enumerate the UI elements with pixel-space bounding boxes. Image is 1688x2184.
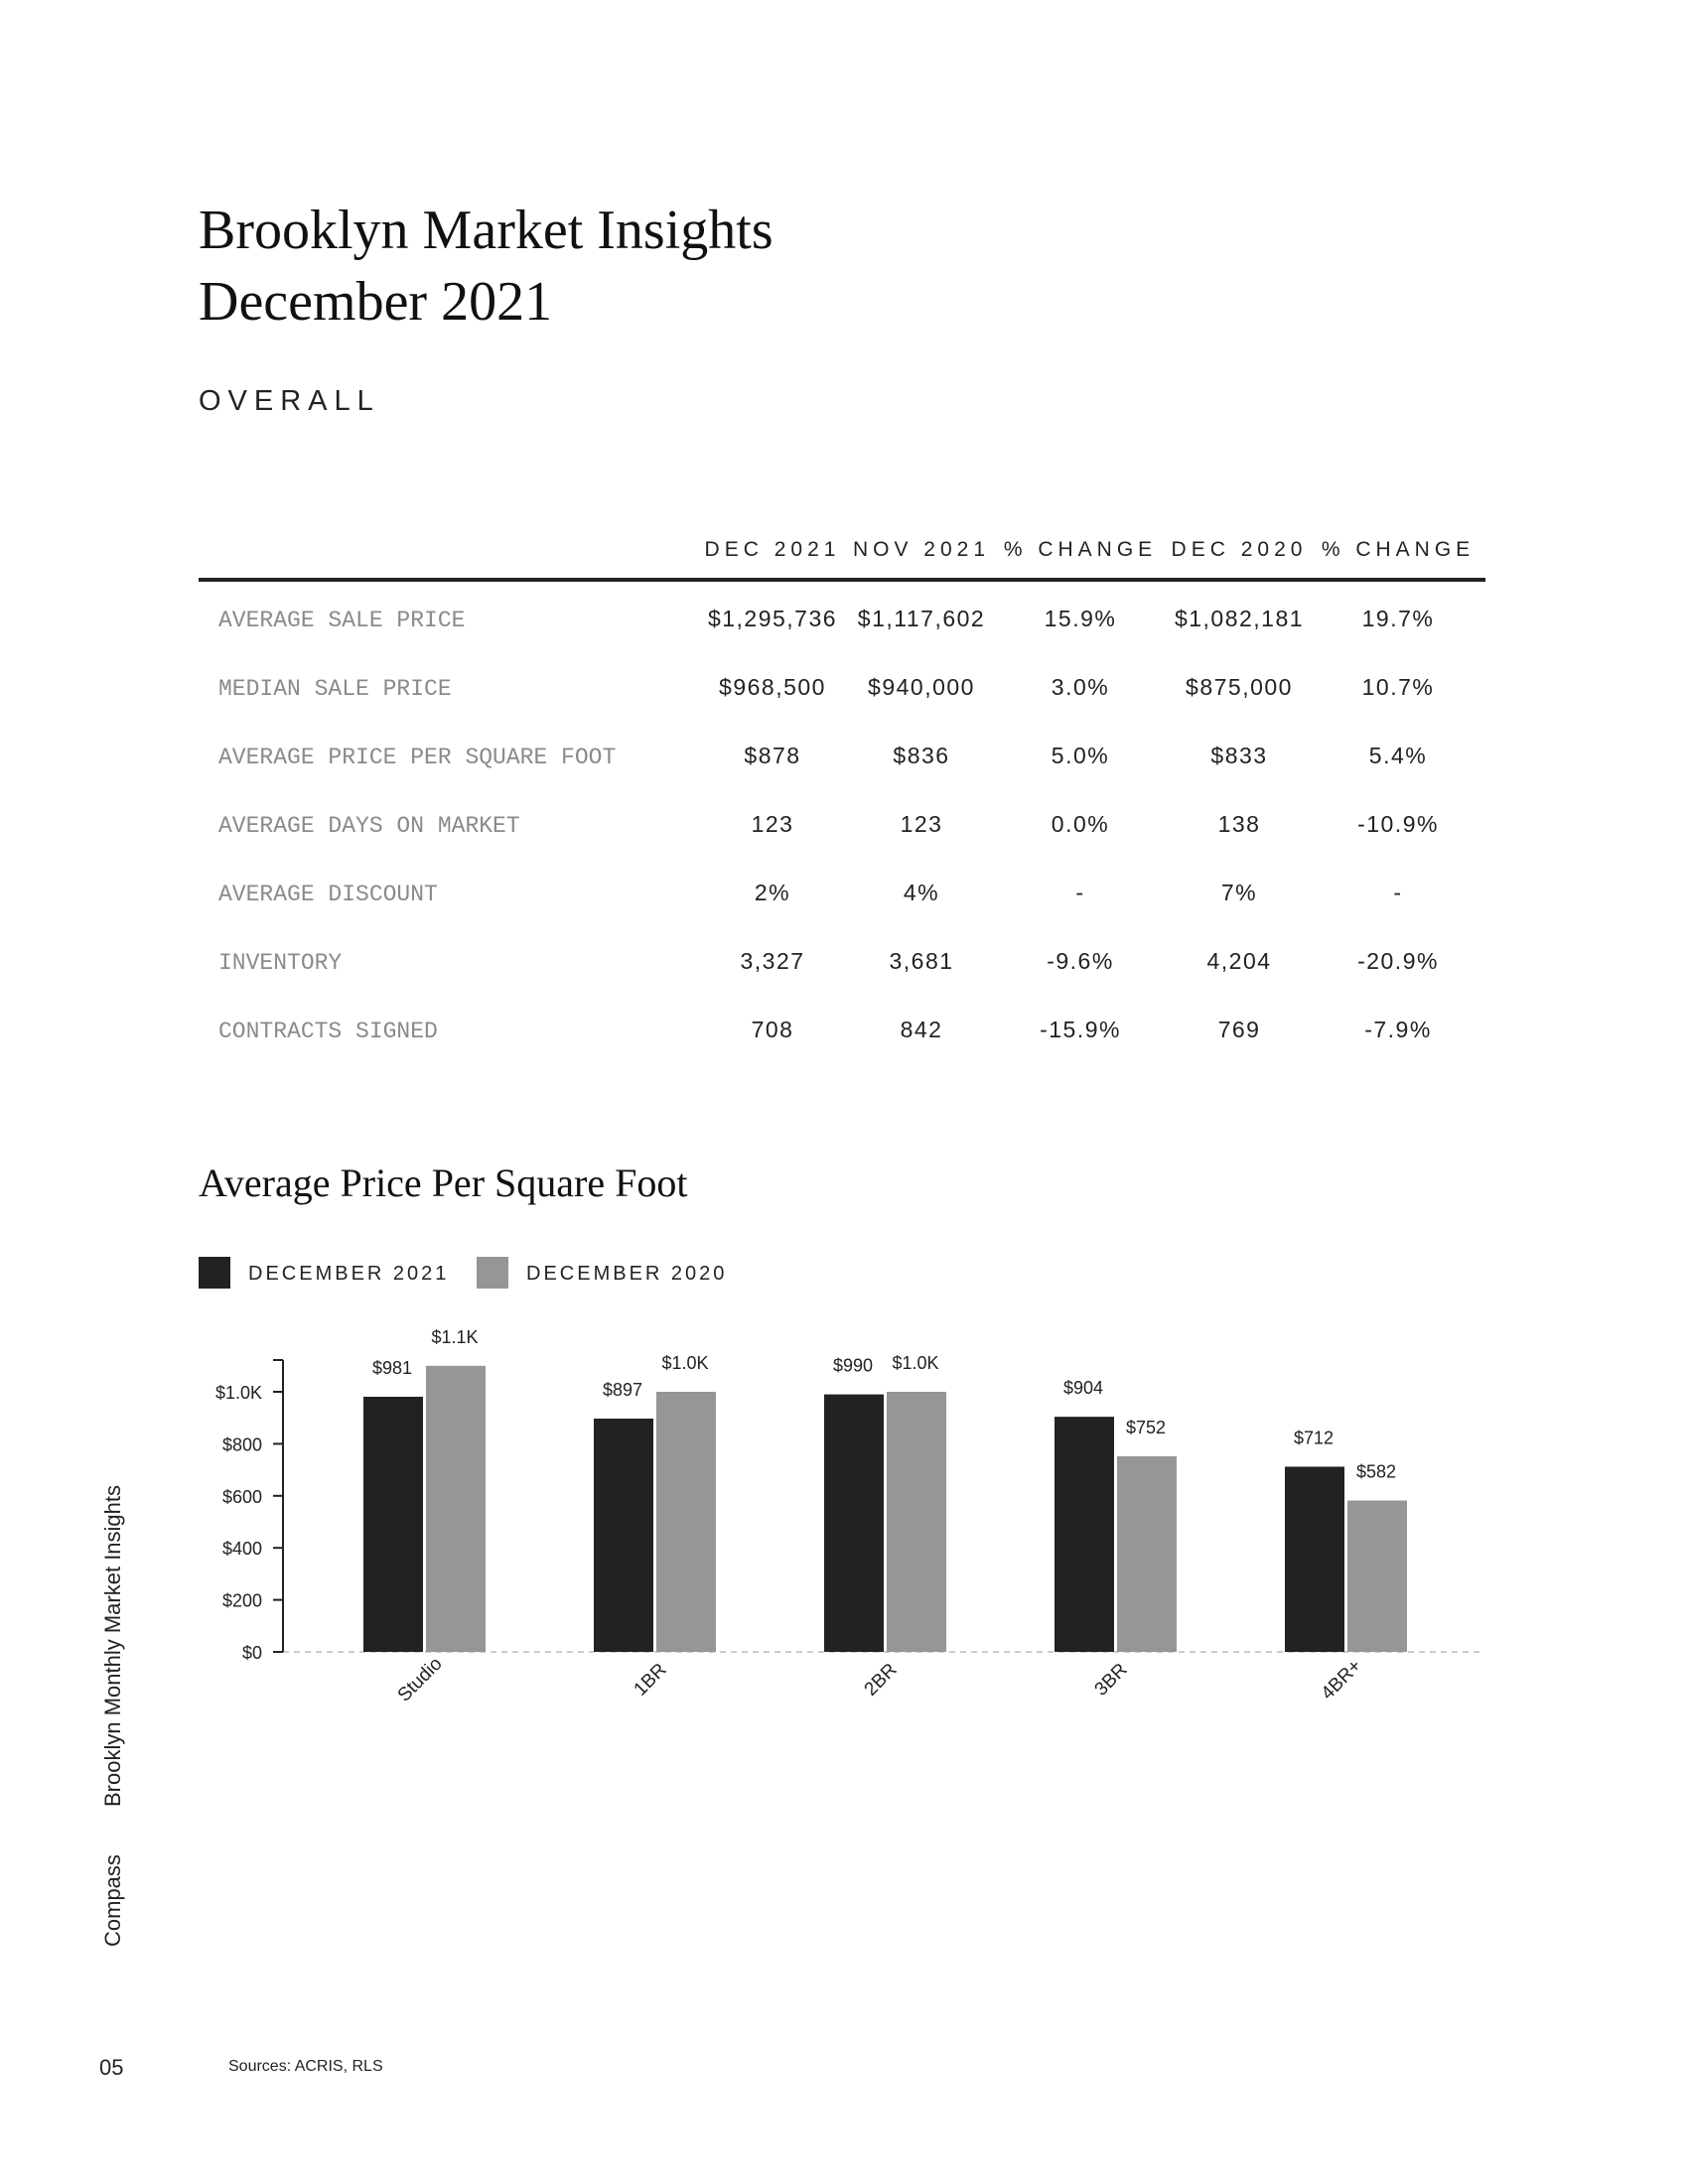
bar-4br-december-2021 [1285, 1466, 1344, 1652]
bar-2br-december-2020 [887, 1392, 946, 1652]
cell-dec-2021: 2% [754, 880, 791, 905]
cell-dec-2021: $968,500 [719, 674, 826, 700]
price-per-sqft-bar-chart [0, 1310, 1688, 1747]
table-row [199, 856, 1485, 924]
bar-1br-december-2021 [594, 1419, 653, 1652]
cell-change-month: - [1075, 880, 1085, 905]
data-label: $752 [1125, 1417, 1167, 1437]
y-tick-label: $1.0K [214, 1383, 262, 1403]
table-body [199, 582, 1485, 1061]
sidebar-report-name: Brooklyn Monthly Market Insights [100, 1484, 125, 1807]
cell-nov-2021: 842 [900, 1017, 943, 1042]
column-header-dec-2020: DEC 2020 [1171, 538, 1308, 561]
cell-change-year: 19.7% [1361, 606, 1435, 631]
y-tick-label: $200 [221, 1590, 262, 1611]
data-label: $897 [602, 1379, 643, 1400]
bar-3br-december-2021 [1055, 1417, 1114, 1652]
cell-nov-2021: 4% [903, 880, 940, 905]
cell-change-month: 3.0% [1051, 674, 1110, 700]
data-label: $1.0K [661, 1353, 709, 1373]
row-label: AVERAGE SALE PRICE [218, 608, 466, 633]
sidebar-company: Compass [100, 1854, 125, 1947]
cell-change-month: 5.0% [1051, 743, 1110, 768]
bar-studio-december-2020 [426, 1366, 486, 1652]
table-row [199, 787, 1485, 856]
cell-change-year: - [1393, 880, 1403, 905]
report-title-line2: December 2021 [199, 271, 553, 333]
column-header-dec-2021: DEC 2021 [704, 538, 841, 561]
y-tick-label: $800 [221, 1434, 262, 1455]
x-tick-label: 3BR [1090, 1659, 1132, 1701]
cell-dec-2020: $833 [1210, 743, 1268, 768]
chart-legend [199, 1257, 894, 1291]
bar-2br-december-2021 [824, 1395, 884, 1652]
table-row [199, 650, 1485, 719]
table-row [199, 993, 1485, 1061]
data-label: $1.1K [431, 1326, 479, 1347]
bar-4br-december-2020 [1347, 1501, 1407, 1652]
x-tick-label: 2BR [860, 1659, 902, 1701]
data-label: $712 [1293, 1428, 1335, 1448]
bar-studio-december-2021 [363, 1397, 423, 1652]
table-row [199, 582, 1485, 650]
sources-note: Sources: ACRIS, RLS [228, 2058, 383, 2075]
cell-dec-2021: 708 [751, 1017, 794, 1042]
y-tick-label: $0 [241, 1643, 262, 1663]
bar-1br-december-2020 [656, 1392, 716, 1652]
cell-nov-2021: 123 [900, 811, 943, 837]
cell-dec-2021: 3,327 [740, 948, 805, 974]
x-tick-label: 1BR [630, 1659, 671, 1701]
row-label: AVERAGE DAYS ON MARKET [218, 813, 520, 839]
row-label: CONTRACTS SIGNED [218, 1019, 438, 1044]
data-label: $904 [1062, 1378, 1104, 1399]
cell-dec-2020: $1,082,181 [1174, 606, 1305, 631]
data-label: $1.0K [892, 1353, 939, 1373]
data-label: $981 [371, 1357, 413, 1378]
x-tick-label: Studio [393, 1653, 447, 1706]
table-row [199, 924, 1485, 993]
cell-change-year: 10.7% [1361, 674, 1435, 700]
table-header [199, 526, 1485, 578]
cell-nov-2021: $836 [893, 743, 950, 768]
page-number: 05 [99, 2055, 124, 2080]
x-tick-label: 4BR+ [1317, 1655, 1366, 1705]
cell-dec-2020: 138 [1217, 811, 1261, 837]
overall-stats-table [199, 526, 1485, 1061]
row-label: AVERAGE DISCOUNT [218, 882, 438, 907]
row-label: AVERAGE PRICE PER SQUARE FOOT [218, 745, 617, 770]
data-label: $582 [1355, 1461, 1397, 1482]
cell-dec-2020: 769 [1217, 1017, 1261, 1042]
cell-dec-2021: $1,295,736 [707, 606, 838, 631]
report-title-line1: Brooklyn Market Insights [199, 200, 774, 261]
cell-dec-2020: 7% [1220, 880, 1258, 905]
y-tick-label: $600 [221, 1486, 262, 1507]
cell-change-year: 5.4% [1368, 743, 1428, 768]
cell-dec-2020: 4,204 [1206, 948, 1272, 974]
row-label: INVENTORY [218, 950, 343, 976]
report-title [199, 195, 774, 338]
table-row [199, 719, 1485, 787]
legend-label-dec-2021: DECEMBER 2021 [248, 1263, 450, 1285]
cell-change-month: 0.0% [1051, 811, 1110, 837]
cell-change-year: -10.9% [1357, 811, 1439, 837]
data-label: $990 [832, 1355, 874, 1376]
cell-change-year: -7.9% [1364, 1017, 1432, 1042]
cell-nov-2021: $1,117,602 [857, 606, 986, 631]
cell-change-month: -15.9% [1040, 1017, 1121, 1042]
section-label: OVERALL [199, 385, 380, 417]
chart-title: Average Price Per Square Foot [199, 1160, 688, 1205]
cell-nov-2021: 3,681 [889, 948, 954, 974]
cell-dec-2020: $875,000 [1186, 674, 1293, 700]
column-header-change-year: % CHANGE [1321, 538, 1476, 561]
y-tick-label: $400 [221, 1539, 262, 1560]
cell-dec-2021: $878 [744, 743, 801, 768]
bar-3br-december-2020 [1117, 1456, 1177, 1652]
column-header-nov-2021: NOV 2021 [852, 538, 991, 561]
cell-dec-2021: 123 [751, 811, 794, 837]
row-label: MEDIAN SALE PRICE [218, 676, 452, 702]
cell-nov-2021: $940,000 [868, 674, 975, 700]
cell-change-month: -9.6% [1047, 948, 1114, 974]
column-header-change-month: % CHANGE [1003, 538, 1158, 561]
cell-change-year: -20.9% [1357, 948, 1439, 974]
legend-label-dec-2020: DECEMBER 2020 [526, 1263, 728, 1285]
legend-swatch-dec-2020 [477, 1257, 508, 1289]
legend-swatch-dec-2021 [199, 1257, 230, 1289]
cell-change-month: 15.9% [1044, 606, 1117, 631]
